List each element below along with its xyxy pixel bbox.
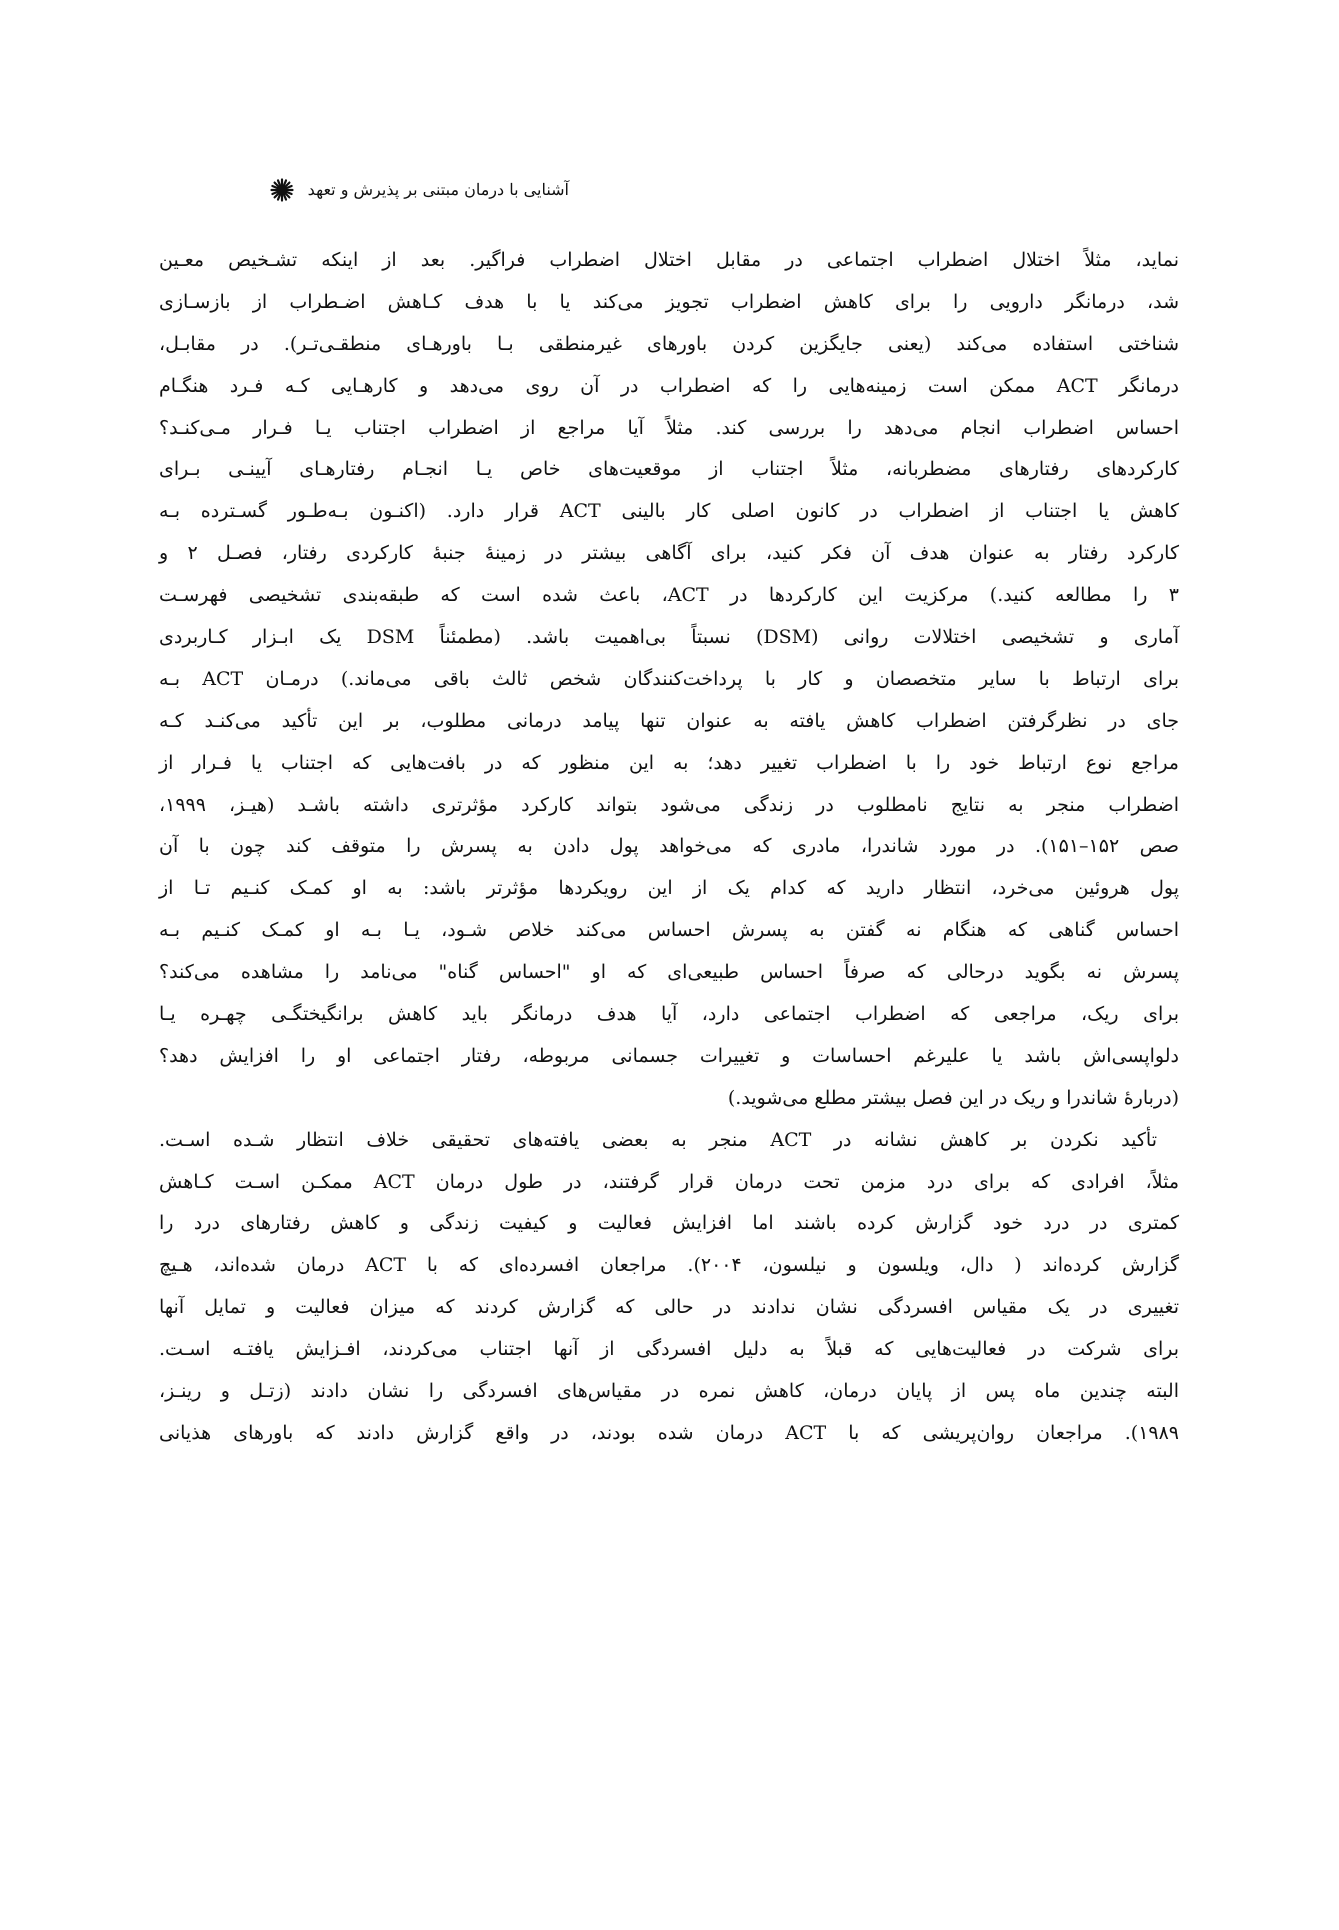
text-line: کاهش یا اجتناب از اضطراب در کانون اصلی کار بالینی ACT قرار دارد. (اکنـون بـه‌طـور گسـترده بـه [159, 500, 1180, 523]
asterisk-star-icon [270, 178, 294, 202]
text-line: جای در نظرگرفتن اضطراب کاهش یافته به عنوان تنها پیامد درمانی مطلوب، بر این تأکید می‌کنـد کـه [159, 709, 1179, 732]
text-line: کارکردهای رفتارهای مضطربانه، مثلاً اجتناب از موقعیت‌های خاص یـا انجـام رفتارهـای آیینـی بـرای [159, 458, 1179, 481]
text-line: کمتری در درد خود گزارش کرده باشند اما افزایش فعالیت و کیفیت زندگی و کاهش رفتارهای درد را [159, 1212, 1179, 1235]
text-line: پول هروئین می‌خرد، انتظار دارید که کدام یک از این رویکردها مؤثرتر باشد: به او کمـک کنـیم تـا از [159, 877, 1180, 900]
text-line: صص ۱۵۲–۱۵۱). در مورد شاندرا، مادری که می‌خواهد پول دادن به پسرش را متوقف کند چون با آن [159, 835, 1179, 858]
text-line: تأکید نکردن بر کاهش نشانه در ACT منجر به بعضی یافته‌های تحقیقی خلاف انتظار شـده اسـت. [159, 1128, 1157, 1151]
text-line: شد، درمانگر دارویی را برای کاهش اضطراب تجویز می‌کند یا با هدف کـاهش اضـطراب از بازسـازی [159, 290, 1179, 313]
text-line: مثلاً، افرادی که برای درد مزمن تحت درمان قرار گرفتند، در طول درمان ACT ممکـن اسـت کـاهش [159, 1170, 1180, 1193]
text-line: نماید، مثلاً اختلال اضطراب اجتماعی در مقابل اختلال اضطراب فراگیر. بعد از اینکه تشـخیص معـین [159, 249, 1179, 271]
running-header [270, 178, 569, 202]
text-line: برای ریک، مراجعی که اضطراب اجتماعی دارد، آیا هدف درمانگر باید کاهش برانگیختگـی چهـره یـا [159, 1003, 1179, 1026]
text-line: پسرش نه بگوید درحالی که صرفاً احساس طبیعی‌ای که او "احساس گناه" می‌نامد را مشاهده می‌کند؟ [159, 961, 1179, 984]
text-line: احساس گناهی که هنگام نه گفتن به پسرش احساس می‌کند خلاص شـود، یـا بـه او کمـک کنـیم بـه [159, 919, 1179, 942]
text-line: اضطراب منجر به نتایج نامطلوب در زندگی می‌شود بتواند کارکرد مؤثرتری داشته باشـد (هیـز، ۱۹۹۹، [159, 793, 1179, 816]
text-line: البته چندین ماه پس از پایان درمان، کاهش نمره در مقیاس‌های افسردگی را نشان دادند (زتـل و رینـز، [159, 1380, 1179, 1403]
paragraph [159, 1120, 1179, 1455]
text-line: دلواپسی‌اش باشد یا علیرغم احساسات و تغییرات جسمانی مربوطه، رفتار اجتماعی او را افزایش دهد؟ [159, 1044, 1179, 1067]
text-line: ۳ را مطالعه کنید.) مرکزیت این کارکردها در ACT، باعث شده است که طبقه‌بندی تشخیصی فهرسـت [159, 584, 1179, 607]
text-line: برای شرکت در فعالیت‌هایی که قبلاً به دلیل افسردگی از آنها اجتناب می‌کردند، افـزایش یافتـه اسـت. [159, 1338, 1179, 1361]
text-line: تغییری در یک مقیاس افسردگی نشان ندادند در حالی که گزارش کردند که میزان فعالیت و تمایل آنها [159, 1296, 1179, 1319]
running-title: آشنایی با درمان مبتنی بر پذیرش و تعهد [307, 180, 569, 199]
text-line: (دربارهٔ شاندرا و ریک در این فصل بیشتر مطلع می‌شوید.) [727, 1086, 1179, 1109]
text-line: احساس اضطراب انجام می‌دهد را بررسی کند. مثلاً آیا مراجع از اضطراب اجتناب یـا فـرار مـی‌کنـد؟ [159, 416, 1179, 439]
paragraph [159, 240, 1179, 1120]
text-line: ۱۹۸۹). مراجعان روان‌پریشی که با ACT درمان شده بودند، در واقع گزارش دادند که باورهای هذیانی [159, 1421, 1180, 1444]
text-line: درمانگر ACT ممکن است زمینه‌هایی را که اضطراب در آن روی می‌دهد و کارهـایی کـه فـرد هنگـام [159, 374, 1180, 397]
text-line: کارکرد رفتار به عنوان هدف آن فکر کنید، برای آگاهی بیشتر در زمینهٔ جنبهٔ کارکردی رفتار، فصـل ۲ و [159, 542, 1179, 565]
text-line: آماری و تشخیصی اختلالات روانی (DSM) نسبتاً بی‌اهمیت باشد. (مطمئناً DSM یک ابـزار کـاربردی [159, 626, 1179, 649]
text-line: گزارش کرده‌اند ( دال، ویلسون و نیلسون، ۲۰۰۴). مراجعان افسرده‌ای که با ACT درمان شده‌اند، هـیچ [159, 1254, 1179, 1277]
text-line: شناختی استفاده می‌کند (یعنی جایگزین کردن باورهای غیرمنطقی بـا باورهـای منطقـی‌تـر). در مقابـل، [159, 332, 1179, 355]
text-line: مراجع نوع ارتباط خود را با اضطراب تغییر دهد؛ به این منظور که در بافت‌هایی که اجتناب یا فـرار از [159, 751, 1179, 774]
text-line: برای ارتباط با سایر متخصصان و کار با پرداخت‌کنندگان شخص ثالث باقی می‌ماند.) درمـان ACT بـه [159, 667, 1179, 690]
page-body [159, 240, 1179, 1455]
